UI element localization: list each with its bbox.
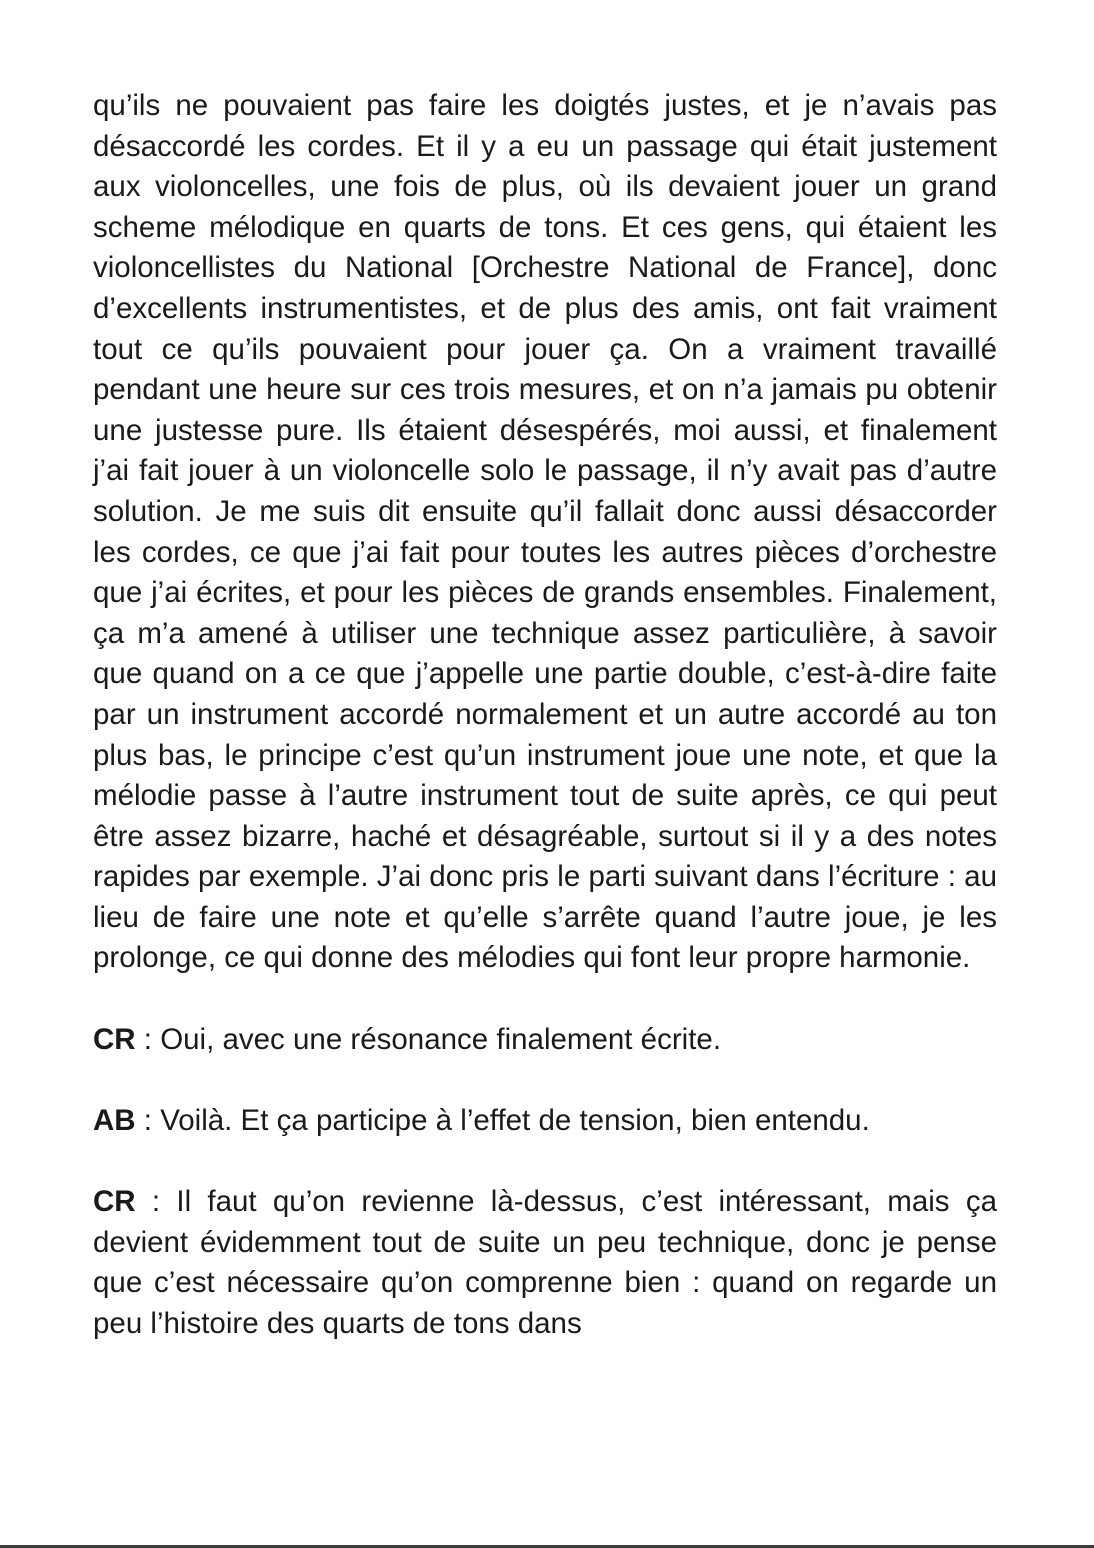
speaker-label: CR <box>93 1022 136 1056</box>
dialogue-text: : Voilà. Et ça participe à l’effet de tension, bien entendu. <box>135 1103 870 1137</box>
dialogue-line-cr-1 <box>93 1020 997 1061</box>
document-page <box>93 86 997 1344</box>
dialogue-text: : Oui, avec une résonance finalement écrite. <box>135 1022 722 1056</box>
dialogue-text: : Il faut qu’on revienne là-dessus, c’est intéressant, mais ça devient évidemment tout de suite un peu technique, donc je pense que c’est nécessaire qu’on comprenne bien : quand on regarde un peu l’histoire des quarts de tons dans <box>93 1185 997 1340</box>
dialogue-line-ab <box>93 1101 997 1142</box>
dialogue-line-cr-2 <box>93 1182 997 1344</box>
speaker-label: CR <box>93 1185 136 1219</box>
speaker-label: AB <box>93 1103 136 1137</box>
body-paragraph: qu’ils ne pouvaient pas faire les doigtés justes, et je n’avais pas désaccordé les cordes. Et il y a eu un passage qui était justement aux violoncelles, une fois de plus, où ils devaient jouer un grand scheme mélodique en quarts de tons. Et ces gens, qui étaient les violoncellistes du National [Orchestre National de France], donc d’excellents instrumentistes, et de plus des amis, ont fait vraiment tout ce qu’ils pouvaient pour jouer ça. On a vraiment travaillé pendant une heure sur ces trois mesures, et on n’a jamais pu obtenir une justesse pure. Ils étaient désespérés, moi aussi, et finalement j’ai fait jouer à un violoncelle solo le passage, il n’y avait pas d’autre solution. Je me suis dit ensuite qu’il fallait donc aussi désaccorder les cordes, ce que j’ai fait pour toutes les autres pièces d’orchestre que j’ai écrites, et pour les pièces de grands ensembles. Finalement, ça m’a amené à utiliser une technique assez particulière, à savoir que quand on a ce que j’appelle une partie double, c’est-à-dire faite par un instrument accordé normalement et un autre accordé au ton plus bas, le principe c’est qu’un instrument joue une note, et que la mélodie passe à l’autre instrument tout de suite après, ce qui peut être assez bizarre, haché et désagréable, surtout si il y a des notes rapides par exemple. J’ai donc pris le parti suivant dans l’écriture : au lieu de faire une note et qu’elle s’arrête quand l’autre joue, je les prolonge, ce qui donne des mélodies qui font leur propre harmonie. <box>93 89 997 975</box>
